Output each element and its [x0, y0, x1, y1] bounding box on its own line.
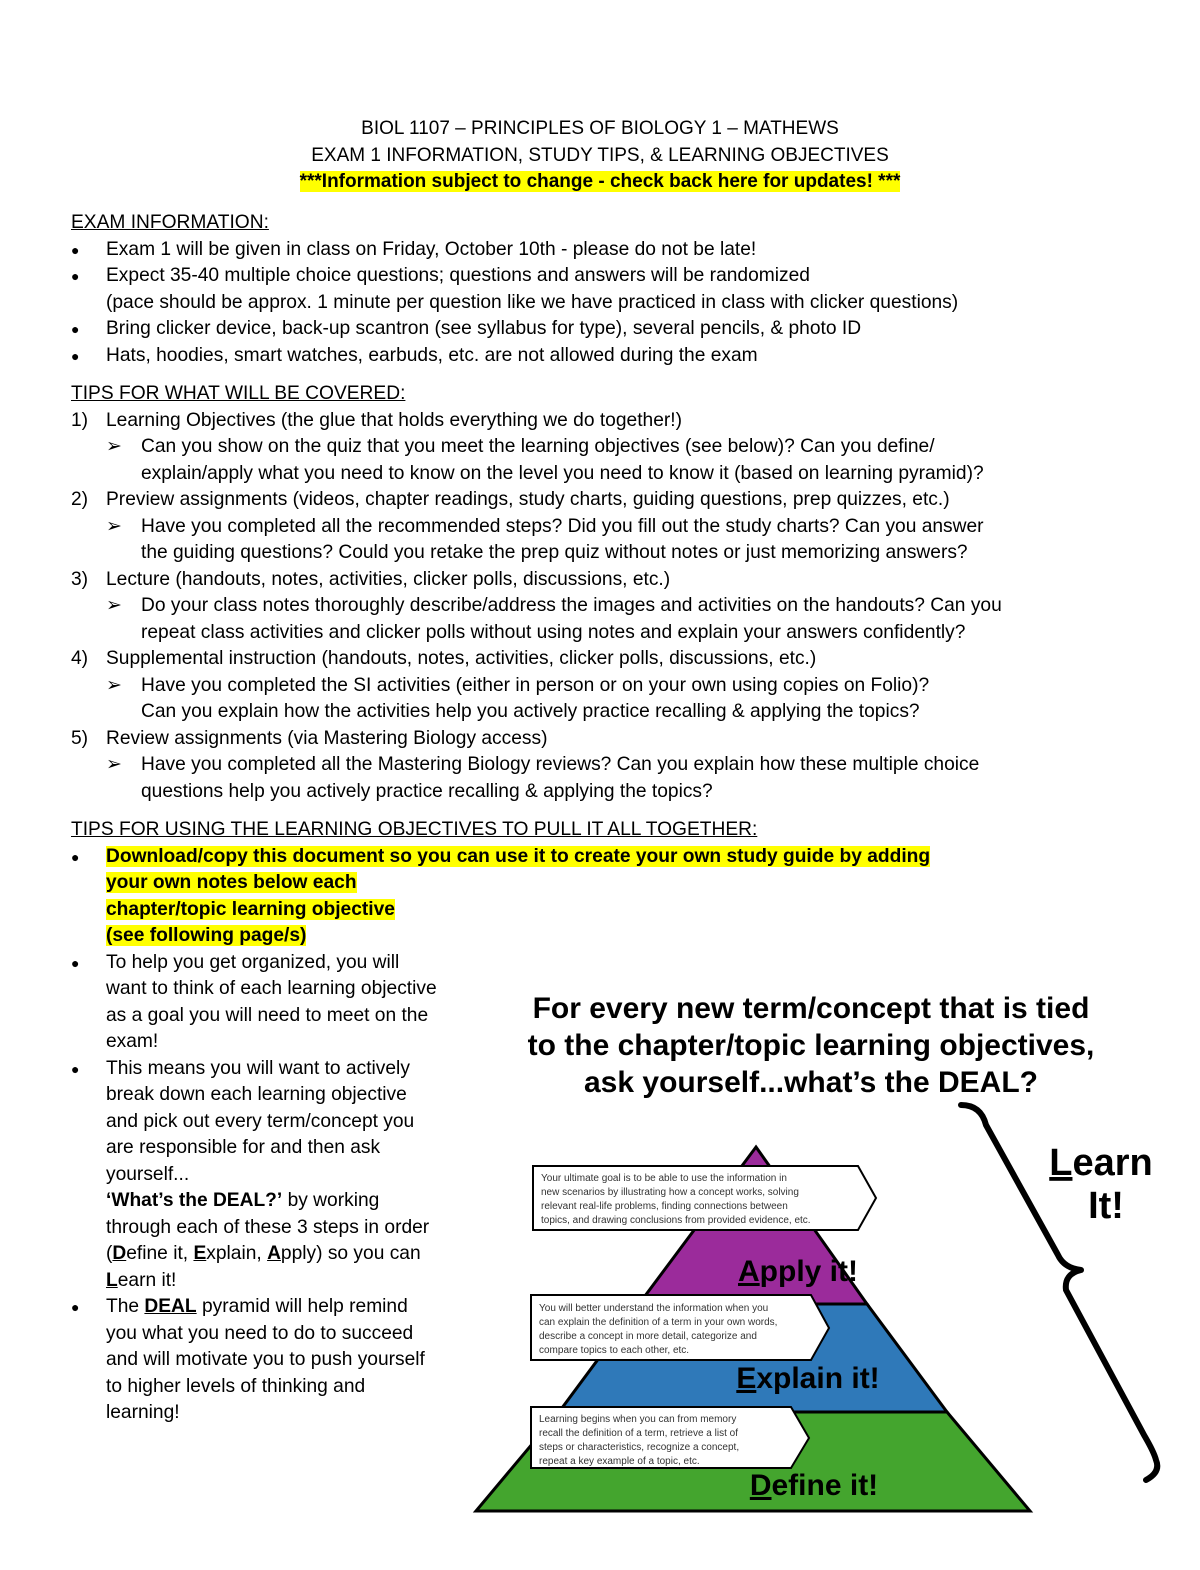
figure-title-line: to the chapter/topic learning objectives,	[527, 1028, 1095, 1062]
list-item	[71, 408, 1131, 488]
arrow-bullet-icon: ➢	[106, 515, 123, 537]
item-text: Preview assignments (videos, chapter readings, study charts, guiding questions, prep quizzes, etc.)	[106, 489, 950, 510]
it-label: It!	[1088, 1184, 1124, 1227]
item-text: Learning Objectives (the glue that holds everything we do together!)	[106, 409, 682, 431]
sub-item	[106, 514, 1131, 567]
sub-item	[106, 752, 1131, 805]
list-item-text: This means you will want to actively break down each learning objective and pick out every term/concept you are responsible for and then ask yourself...	[106, 1057, 415, 1185]
highlighted-instruction: your own notes below each	[106, 872, 357, 893]
sub-item-text: Have you completed all the recommended steps? Did you fill out the study charts? Can you answer	[141, 515, 984, 537]
list-item	[71, 726, 1131, 806]
apply-label: Apply it!	[738, 1254, 858, 1288]
sub-item-text: questions help you actively practice recalling & applying the topics?	[141, 780, 713, 802]
tips-column	[71, 950, 441, 1427]
list-item	[71, 646, 1131, 726]
explain-callout-text: You will better understand the information when you can explain the definition of a term in your own words, describe a concept in more detail, categorize and compare topics to each other, etc.	[539, 1302, 778, 1356]
figure-title-line: ask yourself...what’s the DEAL?	[584, 1065, 1038, 1099]
item-number: 2)	[71, 489, 89, 510]
sub-item-text: Can you explain how the activities help you actively practice recalling & applying the topics?	[141, 701, 920, 722]
update-notice: ***Information subject to change - check back here for updates! ***	[299, 171, 901, 192]
figure-title-line: For every new term/concept that is tied	[532, 991, 1090, 1025]
list-item-text: pply) so you can	[280, 1243, 421, 1264]
highlighted-instruction: chapter/topic learning objective	[106, 898, 395, 920]
sub-item-text: Have you completed all the Mastering Biology reviews? Can you explain how these multiple choice	[141, 754, 980, 775]
item-number: 4)	[71, 648, 89, 669]
list-item: ● Bring clicker device, back-up scantron (see syllabus for type), several pencils, & photo ID	[71, 316, 1131, 343]
list-item	[71, 487, 1131, 567]
arrow-bullet-icon: ➢	[106, 674, 123, 696]
deal-letter-l: L	[106, 1269, 118, 1291]
exam-info-heading: EXAM INFORMATION:	[71, 212, 269, 233]
bottom-section	[71, 950, 1153, 1570]
covered-heading: TIPS FOR WHAT WILL BE COVERED:	[71, 383, 406, 404]
deal-quote: ‘What’s the DEAL?’	[106, 1190, 283, 1211]
document-body	[71, 210, 1153, 1570]
list-item	[71, 1056, 441, 1295]
deal-letter-d: D	[112, 1243, 127, 1264]
deal-pyramid-figure	[456, 990, 1166, 1550]
list-item-text: by working through each of these 3 steps in order (	[106, 1190, 430, 1264]
apply-callout-text: Your ultimate goal is to be able to use the information in new scenarios by illustrating how a concept works, solving relevant real-life problems, finding connections between topics, and drawing conclusions from provided evidence, etc.	[541, 1172, 811, 1226]
list-item: ● Exam 1 will be given in class on Friday, October 10th - please do not be late!	[71, 237, 1131, 264]
sub-item	[106, 593, 1131, 646]
document-header	[0, 116, 1200, 196]
document-title: EXAM 1 INFORMATION, STUDY TIPS, & LEARNING OBJECTIVES	[311, 144, 889, 166]
item-number: 3)	[71, 568, 89, 590]
list-item	[71, 844, 1131, 950]
list-item-text: earn it!	[117, 1269, 177, 1291]
sub-item-text: Have you completed the SI activities (either in person or on your own using copies on Folio)?	[141, 674, 930, 696]
deal-letter-a: A	[267, 1243, 281, 1264]
arrow-bullet-icon: ➢	[106, 436, 123, 457]
item-number: 1)	[71, 409, 89, 431]
deal-letter-e: E	[193, 1243, 207, 1264]
list-item-text: (pace should be approx. 1 minute per question like we have practiced in class with clicker questions)	[106, 291, 959, 313]
course-title: BIOL 1107 – PRINCIPLES OF BIOLOGY 1 – MATHEWS	[361, 118, 839, 139]
list-item-text: xplain,	[206, 1243, 268, 1264]
tips-list	[71, 950, 441, 1427]
list-item: ● Hats, hoodies, smart watches, earbuds, etc. are not allowed during the exam	[71, 343, 1131, 370]
arrow-bullet-icon: ➢	[106, 595, 123, 616]
highlighted-instruction: (see following page/s)	[106, 925, 307, 946]
exam-info-list	[71, 237, 1131, 370]
list-item-text: The	[106, 1296, 145, 1317]
arrow-bullet-icon: ➢	[106, 754, 123, 775]
sub-item-text: Can you show on the quiz that you meet the learning objectives (see below)? Can you define/	[141, 436, 935, 457]
sub-item-text: Do your class notes thoroughly describe/address the images and activities on the handouts? Can you	[141, 595, 1002, 616]
sub-item-text: the guiding questions? Could you retake the prep quiz without notes or just memorizing answers?	[141, 542, 968, 563]
item-text: Review assignments (via Mastering Biology access)	[106, 727, 548, 749]
using-objectives-heading: TIPS FOR USING THE LEARNING OBJECTIVES TO PULL IT ALL TOGETHER:	[71, 819, 758, 840]
define-label: Define it!	[749, 1468, 879, 1502]
using-objectives-list	[71, 844, 1131, 950]
list-item-text: efine it,	[126, 1243, 194, 1264]
deal-word: DEAL	[144, 1296, 197, 1317]
list-item-text: Expect 35-40 multiple choice questions; questions and answers will be randomized	[106, 265, 810, 286]
sub-item-text: explain/apply what you need to know on the level you need to know it (based on learning pyramid)?	[141, 462, 984, 484]
list-item	[71, 567, 1131, 647]
sub-item	[106, 434, 1131, 487]
learn-label: Learn	[1049, 1141, 1153, 1184]
explain-label: Explain it!	[736, 1361, 880, 1395]
item-text: Lecture (handouts, notes, activities, clicker polls, discussions, etc.)	[106, 568, 671, 590]
sub-item-text: repeat class activities and clicker polls without using notes and explain your answers confidently?	[141, 621, 966, 643]
list-item	[71, 1294, 441, 1427]
covered-list	[71, 408, 1131, 806]
list-item	[71, 263, 1131, 316]
highlighted-instruction: Download/copy this document so you can use it to create your own study guide by adding	[106, 845, 931, 867]
define-callout-text: Learning begins when you can from memory recall the definition of a term, retrieve a list of steps or characteristics, recognize a concept, repeat a key example of a topic, etc.	[539, 1413, 740, 1467]
list-item: ● To help you get organized, you will want to think of each learning objective as a goal you will need to meet on the exam!	[71, 950, 441, 1056]
pyramid-svg	[456, 990, 1166, 1550]
list-item-text: pyramid will help remind you what you need to do to succeed and will motivate you to push yourself to higher levels of thinking and learning!	[106, 1296, 425, 1423]
item-number: 5)	[71, 727, 89, 749]
sub-item	[106, 673, 1131, 726]
item-text: Supplemental instruction (handouts, notes, activities, clicker polls, discussions, etc.)	[106, 648, 817, 669]
